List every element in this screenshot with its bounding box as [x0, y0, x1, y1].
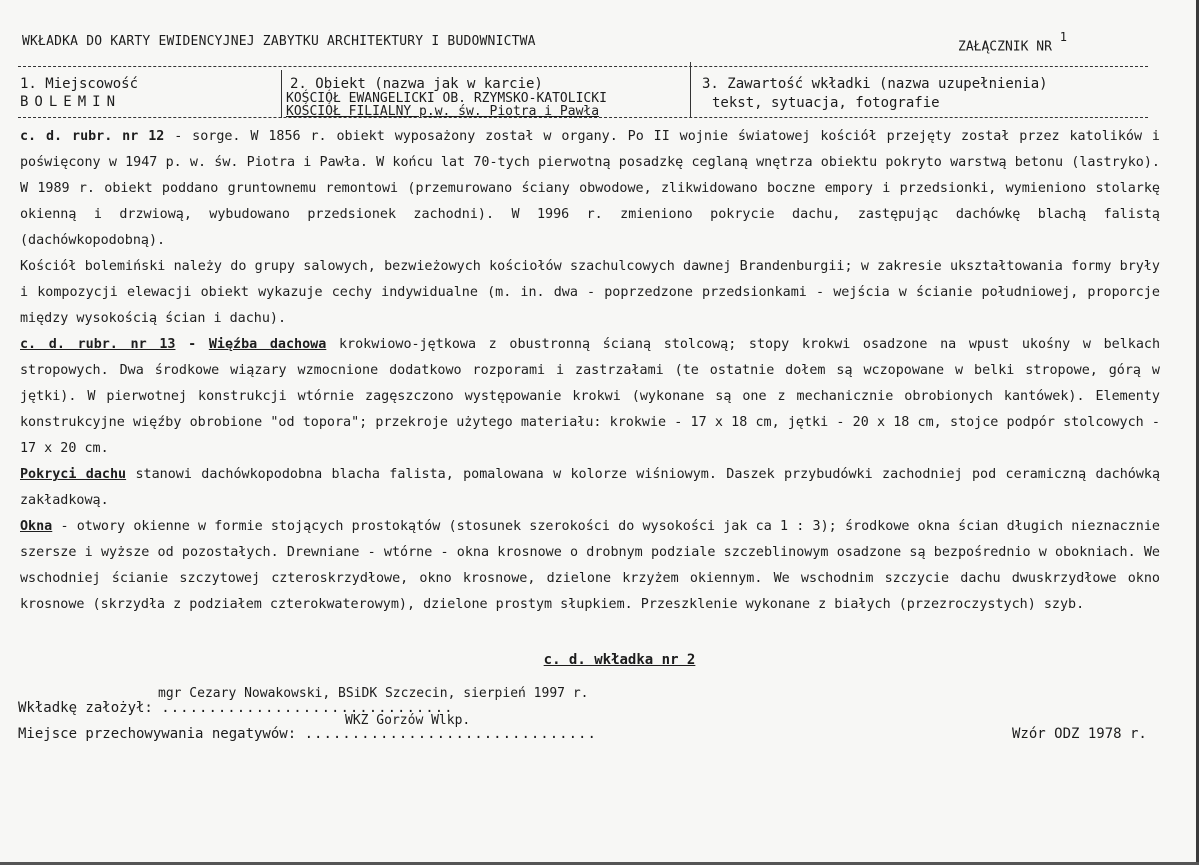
locality-value: BOLEMIN — [20, 94, 122, 110]
object-line-2: KOŚCIÓŁ FILIALNY p.w. św. Piotra i Pawła — [286, 104, 600, 119]
paragraph-windows — [20, 514, 1160, 618]
table-top-rule — [18, 66, 1148, 67]
column-divider-2 — [690, 62, 691, 118]
storage-label: Miejsce przechowywania negatywów: — [18, 726, 297, 742]
continuation-note — [0, 652, 1199, 668]
form-template-label: Wzór ODZ 1978 r. — [1012, 726, 1147, 742]
rubric-12-heading: c. d. rubr. nr 12 — [20, 129, 165, 144]
roofing-heading: Pokryci dachu — [20, 467, 127, 482]
roof-truss-heading: Więźba dachowa — [208, 337, 327, 352]
locality-label: 1. Miejscowość — [20, 76, 139, 92]
storage-value: WKZ Gorzów Wlkp. — [345, 713, 471, 728]
annex-number: 1 — [1059, 30, 1067, 44]
windows-heading: Okna — [20, 519, 53, 534]
windows-text: - otwory okienne w formie stojących prostokątów (stosunek szerokości do wysokości jak ca 1 : 3); środkowe okna ścian długich nieznacznie szersze i wyższe od pozostałych. Drewniane - wtórne - okna krosnowe o drobnym podziale szczeblinowym osadzone są bezpośrednio w obokniach. We wschodniej ścianie szczytowej czteroskrzydłowe, okno krosnowe, dzielone krzyżem okiennym. We wschodnim szczycie dachu dwuskrzydłowe okno krosnowe (skrzydła z podziałem czterokwaterowym), dzielone prostym słupkiem. Przeszklenie wykonane z białych (przezroczystych) szyb. — [20, 519, 1160, 612]
paragraph-rubr-12 — [20, 124, 1160, 254]
storage-dots: ............................... — [304, 726, 597, 742]
paragraph-roofing — [20, 462, 1160, 514]
roof-truss-text: krokwiowo-jętkowa z obustronną ścianą stolcową; stopy krokwi osadzone na wpust ukośny w belkach stropowych. Dwa środkowe wiązary wzmocnione dodatkowo rozporami i zastrzałami (te ostatnie dołem są wczopowane w belki stropowe, górą w jętki). W pierwotnej konstrukcji wtórnie zagęszczono występowanie krokwi (wykonane są one z mechanicznie obrobionych kantówek). Elementy konstrukcyjne więźby obrobione "od topora"; przekroje użytego materiału: krokwie - 17 x 18 cm, jętki - 20 x 18 cm, stojce podpór stolcowych - 17 x 20 cm. — [20, 337, 1161, 456]
column-divider-1 — [281, 70, 282, 118]
paragraph-rubr-12-text: - sorge. W 1856 r. obiekt wyposażony został w organy. Po II wojnie światowej kościół przejęty został przez katolików i poświęcony w 1947 p. w. św. Piotra i Pawła. W końcu lat 70-tych pierwotną posadzkę ceglaną wnętrza obiektu pokryto warstwą betonu (lastryko). W 1989 r. obiekt poddano gruntownemu remontowi (przemurowano ściany obwodowe, zlikwidowano boczne empory i przedsionki, wymieniono stolarkę okienną i drzwiową, wybudowano przedsionek zachodni). W 1996 r. zmieniono pokrycie dachu, zastępując dachówkę blachą falistą (dachówkopodobną). — [20, 129, 1160, 248]
annex-label — [958, 30, 1067, 55]
paragraph-characteristics: Kościół bolemiński należy do grupy salowych, bezwieżowych kościołów szachulcowych dawnej Brandenburgii; w zakresie ukształtowania formy bryły i kompozycji elewacji obiekt wykazuje cechy indywidualne (m. in. dwa - poprzedzone przedsionkami - wejścia w ścianie południowej, proporcje między wysokością ścian i dachu). — [20, 259, 1160, 326]
founder-dots: ............................... — [161, 700, 454, 716]
paragraph-rubr-13 — [20, 332, 1160, 462]
body-text — [20, 124, 1160, 618]
rubric-13-heading: c. d. rubr. nr 13 — [20, 337, 176, 352]
annex-label-text: ZAŁĄCZNIK NR — [958, 39, 1052, 55]
founder-label: Wkładkę założył: — [18, 700, 153, 716]
continuation-text: c. d. wkładka nr 2 — [543, 652, 696, 668]
object-line-1: KOŚCIÓŁ EWANGELICKI OB. RZYMSKO-KATOLICKI — [286, 91, 607, 106]
rubric-13-dash: - — [175, 337, 209, 352]
roofing-text: stanowi dachówkopodobna blacha falista, pomalowana w kolorze wiśniowym. Daszek przybudówki zachodniej pod ceramiczną dachówką zakładkową. — [20, 467, 1160, 508]
founder-value: mgr Cezary Nowakowski, BSiDK Szczecin, sierpień 1997 r. — [158, 686, 589, 701]
document-title: WKŁADKA DO KARTY EWIDENCYJNEJ ZABYTKU ARCHITEKTURY I BUDOWNICTWA — [22, 34, 536, 49]
contents-label: 3. Zawartość wkładki (nazwa uzupełnienia) — [702, 76, 1048, 92]
contents-value: tekst, sytuacja, fotografie — [712, 95, 940, 111]
object-label: 2. Obiekt (nazwa jak w karcie) — [290, 76, 543, 92]
storage-line — [18, 726, 597, 742]
